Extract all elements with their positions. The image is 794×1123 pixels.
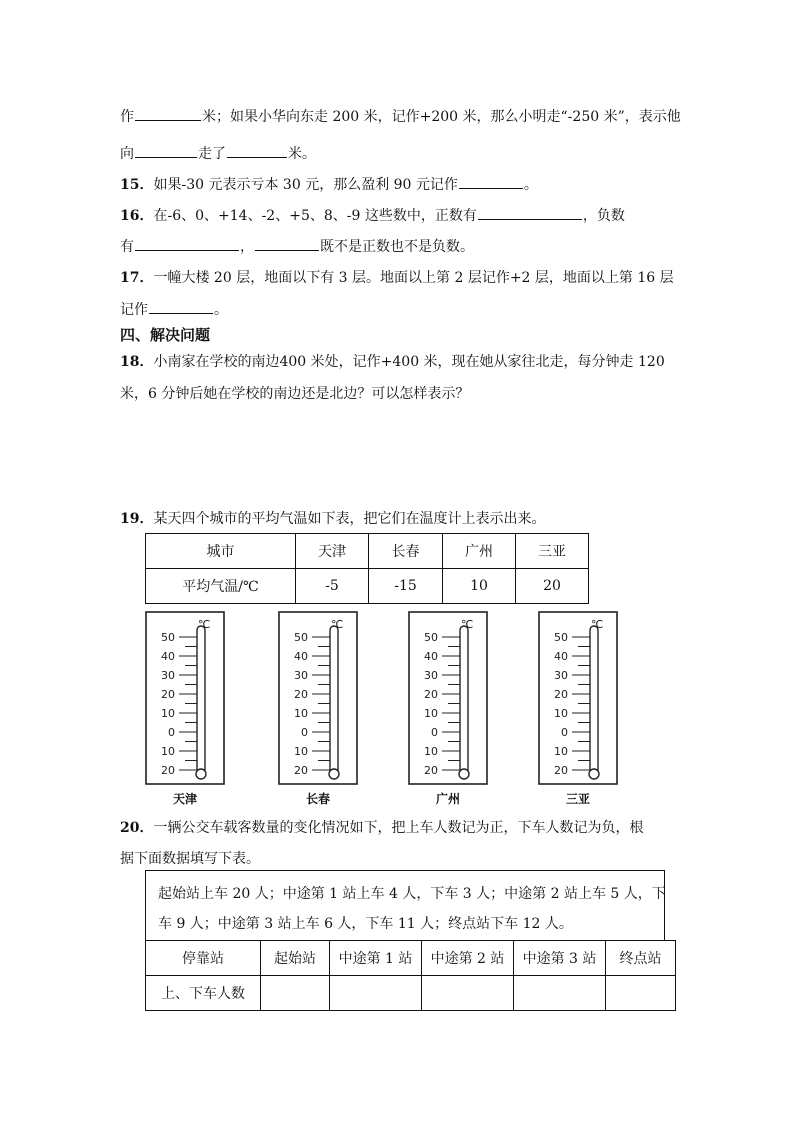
answer-blank[interactable]	[135, 143, 197, 158]
table-cell: 平均气温/℃	[146, 569, 296, 604]
scale-label: 10	[554, 745, 568, 758]
scale-label: 10	[424, 745, 438, 758]
q19-text: 某天四个城市的平均气温如下表，把它们在温度计上表示出来。	[153, 511, 546, 527]
table-row	[146, 941, 676, 976]
table-cell: -5	[296, 569, 369, 604]
scale-label: 30	[294, 669, 308, 682]
question-number: 20．	[120, 820, 154, 836]
scale-label: 50	[554, 631, 568, 644]
table-row	[146, 569, 589, 604]
unit-label: ℃	[198, 618, 211, 631]
q17-line2	[120, 299, 228, 319]
q20-line2: 据下面数据填写下表。	[120, 851, 260, 867]
question-17	[120, 268, 674, 288]
q16-line2	[120, 236, 474, 256]
question-18	[120, 352, 665, 372]
scale-label: 20	[161, 688, 175, 701]
scale-label: 40	[294, 650, 308, 663]
q16-line2-start: 有	[120, 239, 134, 255]
q14-line1-start: 作	[120, 109, 134, 125]
q15-text: 如果-30 元表示亏本 30 元，那么盈利 90 元记作	[153, 177, 458, 193]
scale-label: 10	[554, 707, 568, 720]
q20-text: 一辆公交车载客数量的变化情况如下，把上车人数记为正，下车人数记为负，根	[153, 820, 644, 836]
thermometer-frame	[279, 612, 357, 784]
question-number: 19．	[120, 511, 154, 527]
answer-blank[interactable]	[135, 106, 201, 121]
answer-cell[interactable]	[422, 976, 514, 1011]
table-cell: -15	[369, 569, 443, 604]
answer-blank[interactable]	[459, 174, 523, 189]
q14-line2	[120, 143, 316, 163]
answer-cell[interactable]	[330, 976, 422, 1011]
answer-blank[interactable]	[255, 236, 319, 251]
table-header-cell: 城市	[146, 534, 296, 569]
table-header-cell: 长春	[369, 534, 443, 569]
table-header-cell: 三亚	[516, 534, 589, 569]
q18-line2: 米，6 分钟后她在学校的南边还是北边？可以怎样表示？	[120, 386, 470, 402]
scale-label: 20	[554, 688, 568, 701]
table-header-cell: 终点站	[606, 941, 676, 976]
question-number: 18．	[120, 354, 154, 370]
unit-label: ℃	[461, 618, 474, 631]
scale-label: 0	[301, 726, 308, 739]
thermometer-frame	[146, 612, 224, 784]
q14-line2-end: 米。	[288, 146, 316, 162]
scale-label: 20	[424, 688, 438, 701]
scale-label: 50	[294, 631, 308, 644]
question-16	[120, 205, 625, 225]
question-19	[120, 509, 545, 529]
city-label: 广州	[435, 792, 461, 806]
scale-label: 50	[424, 631, 438, 644]
thermometer-tube	[197, 626, 205, 774]
bus-data-line: 起始站上车 20 人；中途第 1 站上车 4 人，下车 3 人；中途第 2 站上车 5 人，下	[158, 886, 666, 902]
q15-end: 。	[523, 177, 538, 193]
table-row	[146, 534, 589, 569]
unit-label: ℃	[591, 618, 604, 631]
thermometer-tube	[460, 626, 468, 774]
scale-label: 10	[294, 707, 308, 720]
bus-data-line: 车 9 人；中途第 3 站上车 6 人，下车 11 人；终点站下车 12 人。	[158, 916, 573, 932]
question-15	[120, 174, 538, 194]
answer-cell[interactable]	[261, 976, 330, 1011]
scale-label: 30	[161, 669, 175, 682]
scale-label: 0	[168, 726, 175, 739]
scale-label: 50	[161, 631, 175, 644]
table-header-cell: 起始站	[261, 941, 330, 976]
scale-label: 20	[294, 688, 308, 701]
scale-label: 0	[431, 726, 438, 739]
scale-label: 40	[554, 650, 568, 663]
question-number: 17．	[120, 270, 154, 286]
answer-cell[interactable]	[606, 976, 676, 1011]
q14-line2-start: 向	[120, 146, 134, 162]
table-row	[146, 976, 676, 1011]
thermometer-bulb	[459, 769, 469, 779]
scale-label: 40	[161, 650, 175, 663]
q14-line1	[120, 106, 681, 126]
scale-label: 30	[554, 669, 568, 682]
table-cell: 10	[443, 569, 516, 604]
scale-label: 40	[424, 650, 438, 663]
q16-text-b: ，负数	[582, 208, 625, 224]
scale-label: 10	[161, 707, 175, 720]
q14-line2-mid: 走了	[198, 146, 226, 162]
thermometer-frame	[409, 612, 487, 784]
question-20	[120, 818, 643, 838]
q14-line1-rest: 米；如果小华向东走 200 米，记作+200 米，那么小明走“-250 米”，表示他	[202, 109, 681, 125]
table-header-cell: 天津	[296, 534, 369, 569]
scale-label: 10	[161, 745, 175, 758]
scale-label: 20	[554, 764, 568, 777]
temperature-table	[145, 533, 589, 604]
thermometer-tube	[330, 626, 338, 774]
city-label: 三亚	[565, 792, 591, 806]
answer-blank[interactable]	[227, 143, 287, 158]
thermometers-figure	[145, 606, 620, 806]
question-number: 15．	[120, 177, 154, 193]
table-cell: 20	[516, 569, 589, 604]
answer-blank[interactable]	[149, 299, 213, 314]
table-header-cell: 停靠站	[146, 941, 261, 976]
table-row-label: 上、下车人数	[146, 976, 261, 1011]
table-header-cell: 中途第 2 站	[422, 941, 514, 976]
bus-table	[145, 940, 676, 1011]
thermometer-tube	[590, 626, 598, 774]
answer-cell[interactable]	[514, 976, 606, 1011]
q16-text: 在-6、0、+14、-2、+5、8、-9 这些数中，正数有	[153, 208, 477, 224]
table-header-cell: 广州	[443, 534, 516, 569]
scale-label: 0	[561, 726, 568, 739]
question-number: 16．	[120, 208, 154, 224]
q16-line2-mid: ，	[240, 239, 254, 255]
scale-label: 10	[424, 707, 438, 720]
scale-label: 20	[424, 764, 438, 777]
city-label: 天津	[172, 792, 198, 806]
q17-line2-end: 。	[214, 302, 228, 318]
q16-line2-end: 既不是正数也不是负数。	[320, 239, 474, 255]
q18-text: 小南家在学校的南边400 米处，记作+400 米，现在她从家往北走，每分钟走 120	[153, 354, 665, 370]
table-header-cell: 中途第 3 站	[514, 941, 606, 976]
unit-label: ℃	[331, 618, 344, 631]
scale-label: 20	[294, 764, 308, 777]
q17-line2-start: 记作	[120, 302, 148, 318]
answer-blank[interactable]	[135, 236, 239, 251]
scale-label: 20	[161, 764, 175, 777]
thermometer-bulb	[196, 769, 206, 779]
answer-blank[interactable]	[478, 205, 582, 220]
thermometer-bulb	[329, 769, 339, 779]
table-header-cell: 中途第 1 站	[330, 941, 422, 976]
bus-data-box	[145, 870, 665, 941]
thermometer-bulb	[589, 769, 599, 779]
section-heading: 四、解决问题	[120, 326, 211, 344]
scale-label: 30	[424, 669, 438, 682]
q17-text: 一幢大楼 20 层，地面以下有 3 层。地面以上第 2 层记作+2 层，地面以上第 16 层	[153, 270, 674, 286]
scale-label: 10	[294, 745, 308, 758]
city-label: 长春	[305, 792, 331, 806]
thermometer-frame	[539, 612, 617, 784]
